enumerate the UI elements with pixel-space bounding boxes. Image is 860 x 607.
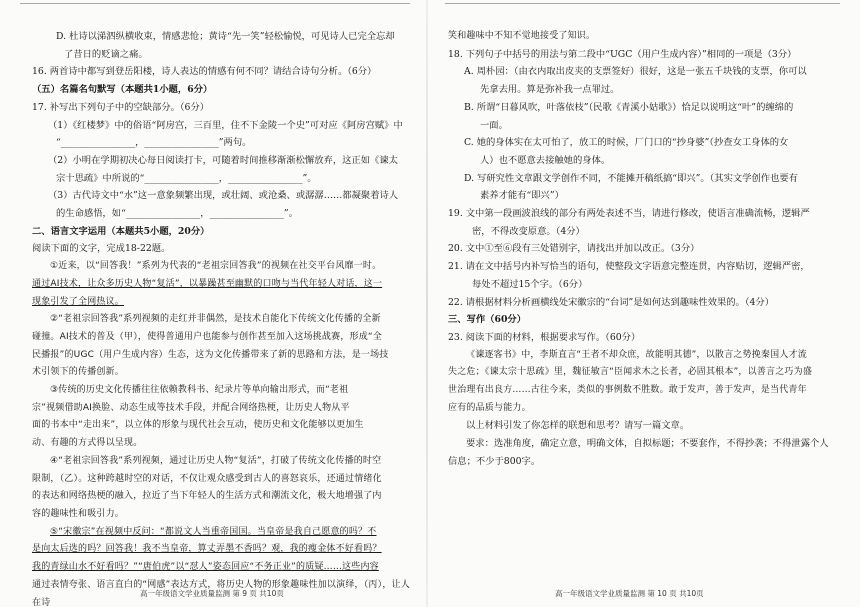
right-lines-line: 19. 文中第一段画波浪线的部分有两处表述不当，请进行修改，使语言准确流畅，逻辑严	[448, 208, 810, 220]
top-rule-right	[445, 3, 840, 4]
left-passage-line: ④“老祖宗回答我”系列视频，通过让历史人物“复活”，打破了传统文化传播的时空	[50, 455, 382, 466]
right-lines-line: 18. 下列句子中括号的用法与第二段中“UGC（用户生成内容）”相同的一项是（3分）	[448, 48, 797, 60]
left-passage-line: 通过表情夸张、语言直白的“网感”表达方式，将历史人物的形象趣味性加以演绎，（丙），让人在诗	[32, 579, 410, 607]
right-lines-line: A. 周朴园：（由衣内取出皮夹的支票签好）很好，这是一张五千块钱的支票，你可以	[464, 66, 807, 78]
right-lines-line: 每处不超过15个字。（6分）	[472, 278, 588, 290]
left-lines-line: 17. 补写出下列句子中的空缺部分。（6分）	[32, 101, 210, 113]
right-lines-line: 笑和趣味中不知不觉地接受了知识。	[448, 31, 596, 41]
footer-page-9: 高一年级语文学业质量监测 第 9 页 共10页	[140, 589, 284, 598]
page-gutter	[426, 0, 428, 607]
left-lines-line: 了昔日的贬谪之痛。	[64, 48, 148, 60]
right-lines-line: 先拿去用。算是弥补我一点罪过。	[480, 84, 620, 96]
right-passage-line: 以上材料引发了你怎样的联想和思考？请写一篇文章。	[466, 420, 690, 432]
left-lines-line: 16. 两首诗中都写到登岳阳楼，诗人表达的情感有何不同？请结合诗句分析。（6分）	[32, 66, 377, 78]
right-lines-line: D. 写研究性文章跟文学创作不同，不能摊开稿纸搞“即兴”。（其实文学创作也要有	[464, 172, 798, 184]
footer-page-10: 高一年级语文学业质量监测 第 10 页 共10页	[555, 589, 704, 598]
left-lines-line: “________________，________________”两句。	[56, 137, 252, 149]
left-passage-line: ②“老祖宗回答我”系列视频的走红并非偶然，是技术自能化下传统文化传播的全新	[50, 314, 381, 325]
right-lines-line: 23. 阅读下面的材料，根据要求写作。（60分）	[448, 331, 641, 343]
left-lines-line: 二、语言文字运用（本题共5小题，20分）	[32, 225, 210, 237]
left-passage-line: ①近来，以“回答我！”系列为代表的“老祖宗回答我”的视频在社交平台风靡一时。	[50, 261, 382, 272]
left-passage-line: 民播报”的UGC（用户生成内容）生态，这为文化传播带来了新的思路和方法，是一场技	[32, 349, 389, 360]
left-passage-line: 现象引发了全网热议。	[32, 296, 125, 307]
right-lines-line: 素养才能有“即兴”）	[480, 190, 564, 202]
right-lines-line: C. 她的身体实在太可怕了，放工的时候，厂门口的“抄身婆”（抄查女工身体的女	[464, 137, 789, 149]
left-passage-line: 通过AI技术，让众多历史人物“复活”，以暴躁甚至幽默的口吻与当代年轻人对话，这一	[32, 278, 383, 289]
top-rule-left	[20, 3, 410, 4]
left-lines-line: （2）小明在学期初决心每日阅读打卡，可随着时间推移渐渐松懈放弃，这正如《谏太	[48, 154, 398, 166]
left-passage-line: 我的青绿山水不好看吗？”“唐伯虎”以“怼人”姿态回应“不务正业”的质疑……这些内容	[32, 562, 379, 573]
left-passage-line: 术引领下的传播创新。	[32, 367, 125, 378]
right-passage-line: 应有的品质与能力。	[448, 402, 531, 413]
right-passage-line: 失之危；《谏太宗十思疏》里，魏征敏言“臣闻求木之长者，必固其根本”，以善言之巧为盛	[448, 367, 813, 378]
right-passage-line: 要求：选准角度，确定立意，明确文体，自拟标题；不要套作，不得抄袭；不得泄露个人	[466, 438, 829, 450]
right-lines-line: 21. 请在文中括号内补写恰当的语句，使整段文字语意完整连贯，内容贴切，逻辑严密，	[448, 261, 810, 273]
right-passage-line: 信息；不少于800字。	[448, 455, 541, 467]
right-passage-line: 《谏逐客书》中，李斯直言“王者不却众庶，故能明其德”，以散言之势挽秦国人才流	[466, 349, 807, 360]
right-lines-line: 三、写作（60分）	[448, 314, 527, 326]
left-passage-line: 的表达和网络热梗的融入，拉近了当下年轻人的生活方式和潮流文化，极大地增强了内	[32, 491, 382, 502]
left-lines-line: 阅读下面的文字，完成18-22题。	[32, 243, 171, 255]
right-lines-line: 人）也不愿意去接触她的身体。	[480, 154, 611, 166]
left-passage-line: 动、有趣的方式得以呈现。	[32, 438, 143, 449]
right-lines-line: 密，不得改变原意。（4分）	[472, 225, 585, 237]
right-lines-line: 一面。	[480, 119, 508, 131]
page-10-column	[448, 28, 838, 471]
right-lines-line: 20. 文中①至⑥段有三处错别字，请找出并加以改正。（3分）	[448, 243, 700, 255]
left-passage-line: 容的趣味性和吸引力。	[32, 508, 125, 519]
left-lines-line: 的生命感悟，如“________________，________________”。	[56, 208, 298, 220]
left-passage-line: 碰撞。AI技术的普及（甲），使得普通用户也能参与创作甚至加入这场挑战赛，形成“全	[32, 331, 382, 342]
left-passage-line: 宗”视频借助AI换脸、动态生成等技术手段，并配合网络热梗，让历史人物从平	[32, 402, 350, 413]
left-lines-line: D. 杜诗以涕泗纵横收束，情感悲怆；黄诗“先一笑”轻松愉悦，可见诗人已完全忘却	[56, 31, 395, 42]
right-lines-line: B. 所谓“日暮风吹，叶落依枝”（民歌《青溪小姑歌》）恰足以说明这“叶”的缠绵的	[464, 101, 794, 113]
right-lines-line: 22. 请根据材料分析画横线处宋徽宗的“台词”是如何达到趣味性效果的。（4分）	[448, 296, 775, 308]
left-lines-line: （3）古代诗文中“水”这一意象频繁出现，或壮阔、或沧桑、或潺潺……都凝聚着诗人	[48, 190, 399, 202]
right-passage-line: 世治理有出良方……古往今来，类似的事例数不胜数。敢于发声，善于发声，是当代青年	[448, 385, 807, 396]
left-passage-line: 是向太后选的吗？回答我！我不当皇帝，算丈弄墨不香吗？观，我的瘦金体不好看吗？	[32, 544, 382, 555]
left-lines-line: 宗十思疏》中所说的“________________，________________”。	[56, 172, 317, 184]
left-lines-line: （五）名篇名句默写（本题共1小题，6分）	[32, 84, 213, 96]
page-9-column	[32, 28, 417, 607]
left-passage-line: ③传统的历史文化传播往往依赖教科书、纪录片等单向输出形式，而“老祖	[50, 385, 349, 396]
left-lines-line: （1）《红楼梦》中的俗语“阿房宫，三百里，住不下金陵一个史”可对应《阿房宫赋》中	[48, 119, 403, 131]
left-passage-line: ⑤“宋徽宗”在视频中反问：“都说文人当重帝国国。当皇帝是我自己愿意的吗？不	[50, 526, 377, 537]
left-passage-line: 面的书本中“走出来”，以立体的形象与现代社会互动，使历史和文化能够以更加生	[32, 420, 364, 431]
left-passage-line: 限制，（乙）。这种跨越时空的对话，不仅让观众感受到古人的喜怒哀乐，还通过情绪化	[32, 473, 382, 484]
